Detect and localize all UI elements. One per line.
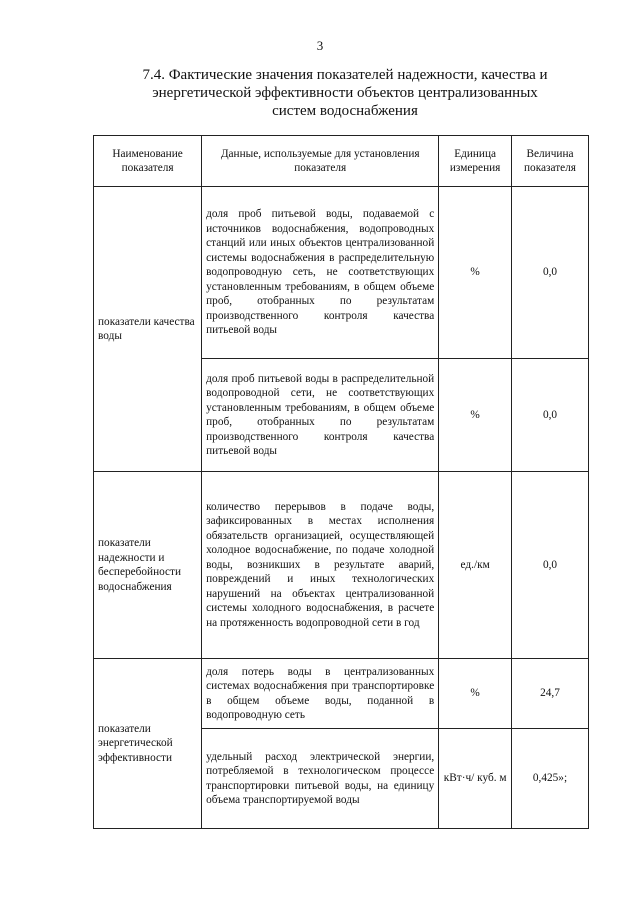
row-description: доля проб питьевой воды в распределительной водопроводной сети, не соответствующих установленным требованиям, в общем объеме проб, отобранных по результатам производственного контроля качества питьевой воды bbox=[202, 359, 439, 472]
row-unit: ед./км bbox=[439, 472, 512, 659]
table-row bbox=[94, 659, 589, 729]
page-number: 3 bbox=[316, 38, 324, 53]
group-name-efficiency: показатели энергетической эффективности bbox=[94, 659, 202, 829]
row-unit: % bbox=[439, 187, 512, 359]
title-line-3: систем водоснабжения bbox=[272, 103, 418, 119]
group-name-quality: показатели качества воды bbox=[94, 187, 202, 472]
table-row bbox=[94, 472, 589, 659]
row-description: количество перерывов в подаче воды, зафиксированных в местах исполнения обязательств организацией, осуществляющей холодное водоснабжение, по подаче холодной воды, возникших в результате аварий, повреждений и иных технологических нарушений на объектах централизованной системы холодного водоснабжения, в расчете на протяженность водопроводной сети в год bbox=[202, 472, 439, 659]
row-value: 0,0 bbox=[512, 472, 589, 659]
row-unit: кВт·ч/ куб. м bbox=[439, 729, 512, 829]
row-value: 0,0 bbox=[512, 359, 589, 472]
section-title bbox=[110, 66, 580, 120]
group-name-reliability: показатели надежности и бесперебойности водоснабжения bbox=[94, 472, 202, 659]
indicators-table bbox=[93, 135, 589, 829]
row-description: доля проб питьевой воды, подаваемой с источников водоснабжения, водопроводных станций или иных объектов централизованной системы водоснабжения в распределительную водопроводную сеть, не соответствующих установленным требованиям, в общем объеме проб, отобранных по результатам производственного контроля качества питьевой воды bbox=[202, 187, 439, 359]
header-data: Данные, используемые для установления показателя bbox=[202, 136, 439, 187]
table-header-row bbox=[94, 136, 589, 187]
table-row bbox=[94, 187, 589, 359]
row-value: 0,0 bbox=[512, 187, 589, 359]
row-description: удельный расход электрической энергии, потребляемой в технологическом процессе транспортировки питьевой воды, на единицу объема транспортируемой воды bbox=[202, 729, 439, 829]
row-unit: % bbox=[439, 659, 512, 729]
header-name: Наименование показателя bbox=[94, 136, 202, 187]
row-value: 24,7 bbox=[512, 659, 589, 729]
row-value: 0,425»; bbox=[512, 729, 589, 829]
header-unit: Единица измерения bbox=[439, 136, 512, 187]
header-value: Величина показателя bbox=[512, 136, 589, 187]
row-unit: % bbox=[439, 359, 512, 472]
title-line-1: 7.4. Фактические значения показателей надежности, качества и bbox=[142, 67, 548, 83]
row-description: доля потерь воды в централизованных системах водоснабжения при транспортировке в общем объеме воды, поданной в водопроводную сеть bbox=[202, 659, 439, 729]
title-line-2: энергетической эффективности объектов централизованных bbox=[152, 85, 538, 101]
